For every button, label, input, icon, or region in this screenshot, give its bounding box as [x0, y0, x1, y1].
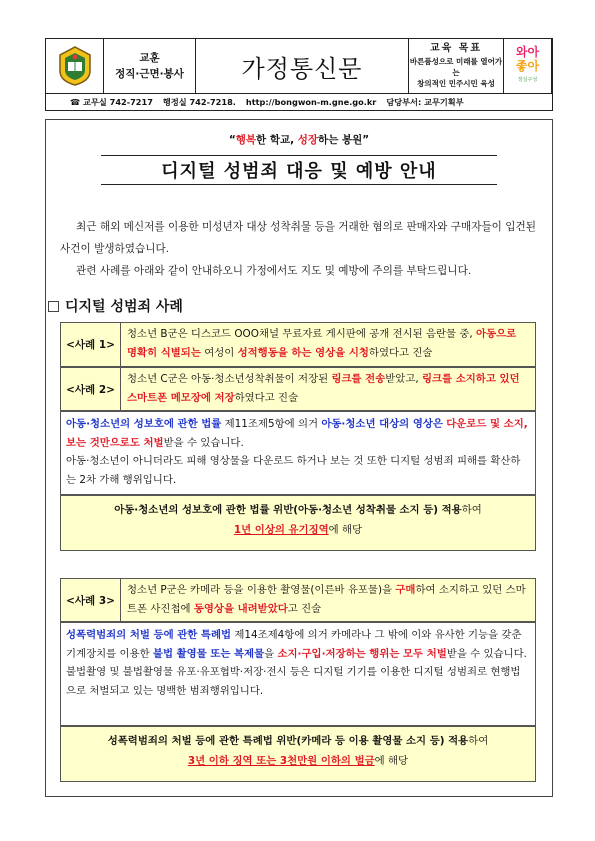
slogan-text-1: 한 학교, — [256, 134, 298, 146]
case-label: <사례 2> — [61, 368, 121, 410]
slogan-text-2: 하는 봉원” — [318, 134, 370, 146]
contact-bar — [45, 94, 553, 111]
law-name: 성폭력범죄의 처벌 등에 관한 특례법 — [66, 629, 232, 641]
letter-header — [45, 38, 553, 94]
case-text-b: 구매 — [395, 584, 416, 596]
law-text-end: 받을 수 있습니다. — [446, 647, 527, 660]
case-text-b: 링크를 전송 — [331, 373, 386, 385]
law-info-paragraph: 아동·청소년이 아니더라도 피해 영상물을 다운로드 하거나 보는 것 또한 디지털 성범죄 피해를 확산하는 2차 가해 행위입니다. — [66, 455, 521, 486]
law-info-paragraph: 불법촬영 및 불법촬영물 유포·유포협박·저장·전시 등은 디지털 기기를 이용한 디지털 성범죄로 현행법으로 처벌되고 있는 명백한 범죄행위입니다. — [66, 666, 521, 697]
brand-line-1: 와아 — [515, 45, 540, 59]
case-text-a: 청소년 B군은 디스코드 OOO채널 무료자료 게시판에 공개 전시된 음란물 중, — [127, 328, 477, 340]
intro-paragraph-2: 관련 사례를 아래와 같이 안내하오니 가정에서도 지도 및 예방에 주의를 부탁드립니다. — [76, 265, 472, 277]
department-text: 담당부서: 교무기획부 — [386, 96, 464, 107]
brand-small: 장실구성 — [517, 77, 538, 83]
goal-title: 교육 목표 — [429, 43, 483, 54]
case-text — [121, 368, 535, 410]
case-label: <사례 1> — [61, 323, 121, 366]
case-text-e: 하였다고 진술 — [234, 392, 299, 404]
motto-title: 교훈 — [139, 52, 160, 64]
document-title: 디지털 성범죄 대응 및 예방 안내 — [101, 155, 497, 185]
law-text: 제14조제4항에 의거 카메라나 그 밖에 이와 유사한 기능을 갖춘 기계장치를 이용한 — [66, 629, 522, 660]
slogan-quote: “ — [228, 134, 236, 146]
law-violation: 성폭력범죄의 처벌 등에 관한 특례법 위반(카메라 등 이용 촬영물 소지 등) 적용 — [107, 735, 469, 747]
law-violation: 아동·청소년의 성보호에 관한 법률 위반(아동·청소년 성착취물 소지 등) 적용 — [114, 504, 462, 516]
section-heading — [48, 296, 183, 316]
penalty-text: 1년 이상의 유기징역 — [233, 524, 329, 536]
law-text-end: 받을 수 있습니다. — [163, 436, 244, 449]
school-motto — [104, 39, 196, 93]
law-penalty-note: 소지·구입·저장하는 행위는 모두 처벌 — [277, 647, 447, 660]
slogan-word-1: 행복 — [235, 134, 257, 146]
school-logo — [46, 39, 104, 93]
slogan-word-2: 성장 — [297, 134, 319, 146]
case-text-c: 하여 소지하고 있던 스마트폰 사진첩에 — [127, 584, 526, 615]
case-text-b: 아동으로 명확히 식별되는 — [127, 328, 517, 359]
law-penalty-box — [60, 726, 536, 782]
law-violation-tail: 하여 — [468, 735, 489, 747]
law-violation-tail: 하여 — [461, 504, 482, 516]
case-text-a: 청소년 C군은 아동·청소년성착취물이 저장된 — [127, 373, 332, 385]
case-label: <사례 3> — [61, 579, 121, 621]
intro-paragraph-1: 최근 해외 메신저를 이용한 미성년자 대상 성착취물 등을 거래한 혐의로 판매자와 구매자들이 입건된 사건이 발생하였습니다. — [60, 221, 536, 255]
goal-line-1: 바른품성으로 미래를 열어가는 — [409, 57, 503, 77]
case-text — [121, 579, 535, 621]
case-text-d: 링크를 소지하고 있던 스마트폰 메모장에 저장 — [127, 373, 520, 404]
law-text: 제11조제5항에 의거 — [221, 418, 322, 430]
education-goal — [409, 39, 504, 93]
case-text — [121, 323, 535, 366]
phone-text: ☎ 교무실 742-7217 — [70, 96, 153, 107]
newsletter-title: 가정통신문 — [196, 39, 409, 93]
checkbox-square-icon — [48, 301, 59, 312]
case-row — [60, 578, 536, 622]
brand-line-2: 좋아 — [515, 59, 540, 73]
law-highlight: 아동·청소년 대상의 영상은 — [321, 418, 443, 430]
law-text-mid: 을 — [264, 647, 278, 660]
goal-line-2: 창의적인 민주시민 육성 — [417, 79, 495, 88]
section-title: 디지털 성범죄 사례 — [65, 299, 183, 315]
case-text-c: 여성이 — [200, 347, 238, 359]
brand-logo — [504, 39, 552, 93]
law-highlight: 불법 촬영물 또는 복제물 — [152, 647, 265, 660]
website-link[interactable]: http://bongwon-m.gne.go.kr — [245, 97, 377, 107]
case-text-e: 고 진술 — [287, 603, 322, 615]
case-text-a: 청소년 P군은 카메라 등을 이용한 촬영물(이른바 유포물)을 — [127, 584, 396, 596]
penalty-tail: 에 해당 — [328, 524, 363, 536]
case-text-c: 받았고, — [385, 373, 422, 385]
case-text-d: 성적행동을 하는 영상을 시청 — [237, 347, 369, 359]
motto-text: 정직·근면·봉사 — [115, 68, 184, 80]
law-info-box — [60, 622, 536, 726]
law-penalty-note: 다운로드 및 소지, 보는 것만으로도 처벌 — [66, 418, 528, 449]
school-slogan — [45, 132, 553, 147]
penalty-tail: 에 해당 — [374, 755, 409, 767]
case-row — [60, 367, 536, 411]
penalty-text: 3년 이하 징역 또는 3천만원 이하의 벌금 — [187, 755, 375, 767]
school-emblem-icon — [56, 45, 94, 87]
admin-phone-text: 행정실 742-7218. — [162, 96, 236, 107]
law-name: 아동·청소년의 성보호에 관한 법률 — [66, 418, 222, 430]
law-penalty-box — [60, 495, 536, 551]
law-info-box — [60, 411, 536, 495]
case-text-d: 동영상을 내려받았다 — [193, 603, 288, 615]
case-row — [60, 322, 536, 367]
case-text-e: 하였다고 진술 — [368, 347, 433, 359]
